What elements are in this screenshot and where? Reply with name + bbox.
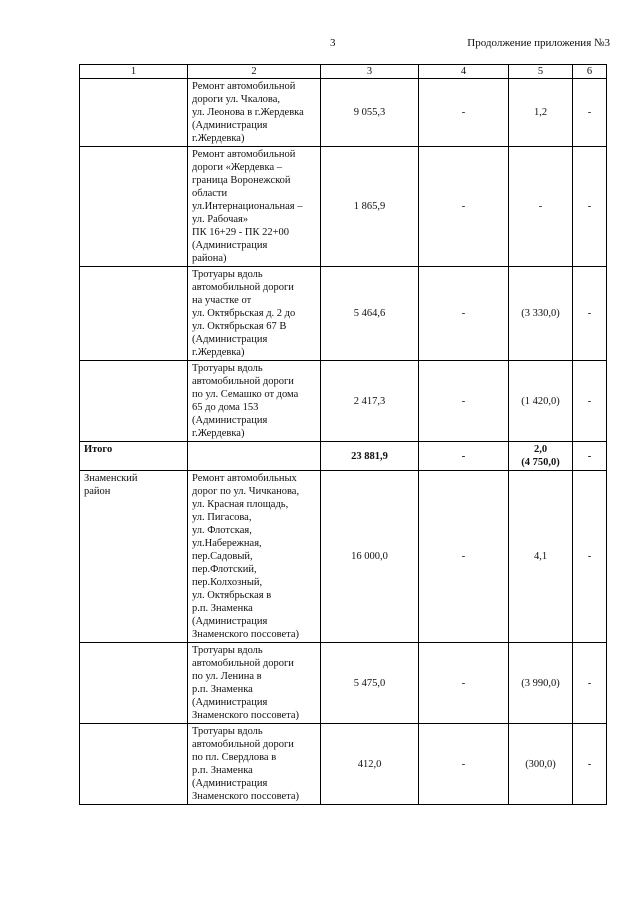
district-cell: Знаменский район — [80, 471, 188, 643]
value-cell: - — [419, 361, 509, 442]
total-value: - — [573, 442, 607, 471]
table-row — [80, 724, 607, 805]
value-cell: - — [509, 147, 573, 267]
column-header: 3 — [321, 65, 419, 79]
amount-cell: 16 000,0 — [321, 471, 419, 643]
value-cell: - — [573, 147, 607, 267]
column-header: 5 — [509, 65, 573, 79]
project-cell: Ремонт автомобильной дороги ул. Чкалова, ул. Леонова в г.Жердевка (Администрация г.Жердевка) — [188, 79, 321, 147]
table-row — [80, 267, 607, 361]
value-cell: - — [419, 471, 509, 643]
column-header: 4 — [419, 65, 509, 79]
project-cell: Тротуары вдоль автомобильной дороги на участке от ул. Октябрьская д. 2 до ул. Октябрьская 67 В (Администрация г.Жердевка) — [188, 267, 321, 361]
amount-cell: 9 055,3 — [321, 79, 419, 147]
amount-cell: 1 865,9 — [321, 147, 419, 267]
value-cell: - — [419, 147, 509, 267]
total-amount: 23 881,9 — [321, 442, 419, 471]
project-cell: Тротуары вдоль автомобильной дороги по пл. Свердлова в р.п. Знаменка (Администрация Знаменского поссовета) — [188, 724, 321, 805]
project-cell: Тротуары вдоль автомобильной дороги по ул. Ленина в р.п. Знаменка (Администрация Знаменского поссовета) — [188, 643, 321, 724]
value-cell: - — [573, 79, 607, 147]
district-cell — [80, 267, 188, 361]
amount-cell: 5 475,0 — [321, 643, 419, 724]
table-row — [80, 361, 607, 442]
value-cell: - — [419, 724, 509, 805]
amount-cell: 5 464,6 — [321, 267, 419, 361]
table-row — [80, 147, 607, 267]
value-cell: (3 990,0) — [509, 643, 573, 724]
value-cell: 1,2 — [509, 79, 573, 147]
value-cell: - — [573, 267, 607, 361]
project-cell: Тротуары вдоль автомобильной дороги по ул. Семашко от дома 65 до дома 153 (Администрация г.Жердевка) — [188, 361, 321, 442]
column-number-row — [80, 65, 607, 79]
district-cell — [80, 79, 188, 147]
page-number: 3 — [330, 37, 336, 49]
value-cell: (1 420,0) — [509, 361, 573, 442]
total-empty-cell — [188, 442, 321, 471]
table-row — [80, 79, 607, 147]
value-cell: - — [573, 361, 607, 442]
total-value: 2,0 (4 750,0) — [509, 442, 573, 471]
total-row — [80, 442, 607, 471]
value-cell: - — [573, 643, 607, 724]
value-cell: (300,0) — [509, 724, 573, 805]
total-label: Итого — [80, 442, 188, 471]
value-cell: (3 330,0) — [509, 267, 573, 361]
appendix-title: Продолжение приложения №3 — [467, 37, 610, 49]
project-cell: Ремонт автомобильных дорог по ул. Чичканова, ул. Красная площадь, ул. Пигасова, ул. Флотская, ул.Набережная, пер.Садовый, пер.Флотский, пер.Колхозный, ул. Октябрьская в р.п. Знаменка (Администрация Знаменского поссовета) — [188, 471, 321, 643]
appendix-table — [79, 64, 607, 805]
value-cell: 4,1 — [509, 471, 573, 643]
amount-cell: 412,0 — [321, 724, 419, 805]
district-cell — [80, 147, 188, 267]
total-value: - — [419, 442, 509, 471]
district-cell — [80, 643, 188, 724]
district-cell — [80, 361, 188, 442]
project-cell: Ремонт автомобильной дороги «Жердевка – граница Воронежской области ул.Интернациональная – ул. Рабочая» ПК 16+29 - ПК 22+00 (Администрация района) — [188, 147, 321, 267]
column-header: 6 — [573, 65, 607, 79]
table-row — [80, 643, 607, 724]
value-cell: - — [419, 267, 509, 361]
column-header: 2 — [188, 65, 321, 79]
amount-cell: 2 417,3 — [321, 361, 419, 442]
value-cell: - — [419, 643, 509, 724]
value-cell: - — [419, 79, 509, 147]
column-header: 1 — [80, 65, 188, 79]
district-cell — [80, 724, 188, 805]
table-row — [80, 471, 607, 643]
value-cell: - — [573, 724, 607, 805]
value-cell: - — [573, 471, 607, 643]
